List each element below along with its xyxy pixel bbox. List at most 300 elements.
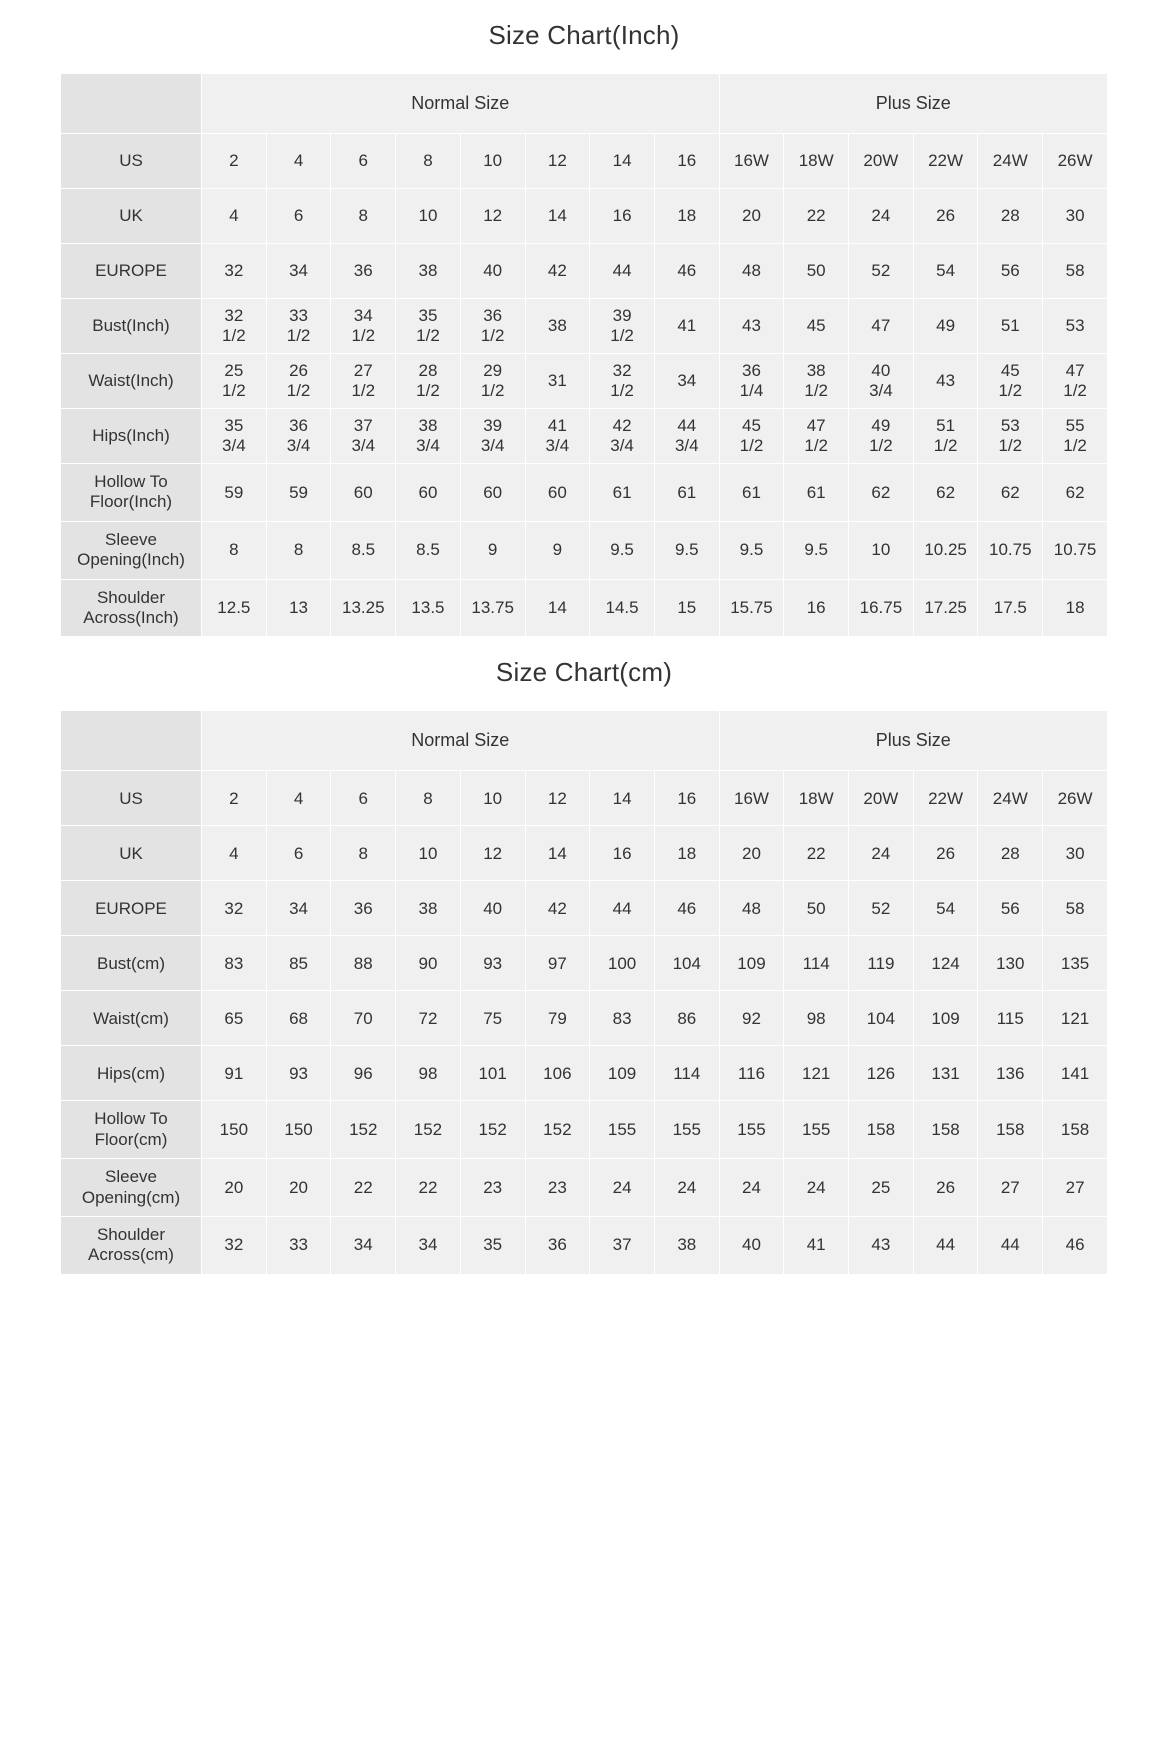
measurement-cell: 12 — [525, 771, 590, 826]
measurement-cell: 61 — [719, 464, 784, 522]
measurement-cell: 36 1/4 — [719, 354, 784, 409]
measurement-cell: 32 1/2 — [590, 354, 655, 409]
measurement-cell: 25 — [849, 1159, 914, 1217]
measurement-cell: 62 — [1043, 464, 1108, 522]
measurement-cell: 20 — [202, 1159, 267, 1217]
table-row — [61, 936, 1108, 991]
measurement-cell: 152 — [396, 1101, 461, 1159]
measurement-cell: 101 — [460, 1046, 525, 1101]
measurement-cell: 47 1/2 — [784, 409, 849, 464]
row-label-cell: Bust(cm) — [61, 936, 202, 991]
measurement-cell: 16 — [654, 771, 719, 826]
measurement-cell: 22W — [913, 771, 978, 826]
measurement-cell: 34 — [396, 1216, 461, 1274]
measurement-cell: 59 — [266, 464, 331, 522]
measurement-cell: 158 — [849, 1101, 914, 1159]
measurement-cell: 47 — [849, 299, 914, 354]
table-row — [61, 1216, 1108, 1274]
measurement-cell: 62 — [978, 464, 1043, 522]
measurement-cell: 158 — [978, 1101, 1043, 1159]
measurement-cell: 12 — [525, 134, 590, 189]
measurement-cell: 12 — [460, 826, 525, 881]
table-row — [61, 189, 1108, 244]
measurement-cell: 109 — [590, 1046, 655, 1101]
measurement-cell: 51 — [978, 299, 1043, 354]
measurement-cell: 45 1/2 — [719, 409, 784, 464]
measurement-cell: 92 — [719, 991, 784, 1046]
measurement-cell: 26 — [913, 189, 978, 244]
chart-title: Size Chart(cm) — [495, 657, 673, 688]
measurement-cell: 10 — [396, 189, 461, 244]
measurement-cell: 104 — [849, 991, 914, 1046]
measurement-cell: 88 — [331, 936, 396, 991]
measurement-cell: 26 — [913, 826, 978, 881]
measurement-cell: 4 — [202, 826, 267, 881]
measurement-cell: 34 — [654, 354, 719, 409]
measurement-cell: 40 — [460, 244, 525, 299]
measurement-cell: 28 — [978, 189, 1043, 244]
measurement-cell: 32 — [202, 881, 267, 936]
measurement-cell: 38 1/2 — [784, 354, 849, 409]
measurement-cell: 36 — [331, 881, 396, 936]
measurement-cell: 61 — [654, 464, 719, 522]
size-chart-table — [60, 73, 1108, 637]
measurement-cell: 42 — [525, 244, 590, 299]
measurement-cell: 24W — [978, 134, 1043, 189]
measurement-cell: 43 — [719, 299, 784, 354]
measurement-cell: 70 — [331, 991, 396, 1046]
table-row — [61, 826, 1108, 881]
row-label-cell: US — [61, 134, 202, 189]
measurement-cell: 35 3/4 — [202, 409, 267, 464]
row-label-cell: Sleeve Opening(cm) — [61, 1159, 202, 1217]
row-label-cell: Hips(cm) — [61, 1046, 202, 1101]
measurement-cell: 18 — [654, 189, 719, 244]
measurement-cell: 20 — [719, 826, 784, 881]
measurement-cell: 75 — [460, 991, 525, 1046]
measurement-cell: 61 — [784, 464, 849, 522]
row-label-cell: Shoulder Across(cm) — [61, 1216, 202, 1274]
measurement-cell: 44 — [978, 1216, 1043, 1274]
row-label-cell: Bust(Inch) — [61, 299, 202, 354]
measurement-cell: 24 — [849, 189, 914, 244]
measurement-cell: 10.75 — [1043, 521, 1108, 579]
measurement-cell: 152 — [331, 1101, 396, 1159]
measurement-cell: 10 — [460, 134, 525, 189]
measurement-cell: 37 3/4 — [331, 409, 396, 464]
measurement-cell: 53 1/2 — [978, 409, 1043, 464]
measurement-cell: 50 — [784, 244, 849, 299]
measurement-cell: 121 — [1043, 991, 1108, 1046]
measurement-cell: 20W — [849, 134, 914, 189]
measurement-cell: 47 1/2 — [1043, 354, 1108, 409]
measurement-cell: 18W — [784, 771, 849, 826]
measurement-cell: 8 — [331, 826, 396, 881]
measurement-cell: 116 — [719, 1046, 784, 1101]
measurement-cell: 10.25 — [913, 521, 978, 579]
measurement-cell: 36 3/4 — [266, 409, 331, 464]
measurement-cell: 17.5 — [978, 579, 1043, 637]
measurement-cell: 43 — [913, 354, 978, 409]
measurement-cell: 79 — [525, 991, 590, 1046]
measurement-cell: 15 — [654, 579, 719, 637]
measurement-cell: 104 — [654, 936, 719, 991]
table-row — [61, 1101, 1108, 1159]
table-row — [61, 354, 1108, 409]
measurement-cell: 9.5 — [590, 521, 655, 579]
measurement-cell: 15.75 — [719, 579, 784, 637]
table-row — [61, 579, 1108, 637]
measurement-cell: 30 — [1043, 826, 1108, 881]
measurement-cell: 106 — [525, 1046, 590, 1101]
measurement-cell: 85 — [266, 936, 331, 991]
measurement-cell: 24 — [849, 826, 914, 881]
measurement-cell: 13 — [266, 579, 331, 637]
measurement-cell: 16.75 — [849, 579, 914, 637]
measurement-cell: 155 — [719, 1101, 784, 1159]
measurement-cell: 10.75 — [978, 521, 1043, 579]
measurement-cell: 14 — [590, 134, 655, 189]
measurement-cell: 68 — [266, 991, 331, 1046]
row-label-cell: Waist(Inch) — [61, 354, 202, 409]
measurement-cell: 59 — [202, 464, 267, 522]
measurement-cell: 60 — [396, 464, 461, 522]
measurement-cell: 33 1/2 — [266, 299, 331, 354]
measurement-cell: 4 — [202, 189, 267, 244]
measurement-cell: 72 — [396, 991, 461, 1046]
measurement-cell: 62 — [849, 464, 914, 522]
row-label-cell: Hollow To Floor(Inch) — [61, 464, 202, 522]
measurement-cell: 62 — [913, 464, 978, 522]
measurement-cell: 114 — [654, 1046, 719, 1101]
measurement-cell: 24 — [654, 1159, 719, 1217]
row-label-cell: Sleeve Opening(Inch) — [61, 521, 202, 579]
measurement-cell: 54 — [913, 881, 978, 936]
measurement-cell: 9.5 — [654, 521, 719, 579]
measurement-cell: 130 — [978, 936, 1043, 991]
table-row — [61, 521, 1108, 579]
measurement-cell: 16 — [654, 134, 719, 189]
measurement-cell: 38 — [654, 1216, 719, 1274]
measurement-cell: 38 — [396, 244, 461, 299]
measurement-cell: 26W — [1043, 134, 1108, 189]
measurement-cell: 31 — [525, 354, 590, 409]
measurement-cell: 135 — [1043, 936, 1108, 991]
measurement-cell: 6 — [266, 189, 331, 244]
size-charts-container — [60, 0, 1108, 1275]
measurement-cell: 32 — [202, 244, 267, 299]
measurement-cell: 155 — [654, 1101, 719, 1159]
measurement-cell: 58 — [1043, 244, 1108, 299]
measurement-cell: 10 — [849, 521, 914, 579]
measurement-cell: 39 1/2 — [590, 299, 655, 354]
measurement-cell: 98 — [396, 1046, 461, 1101]
measurement-cell: 24W — [978, 771, 1043, 826]
measurement-cell: 56 — [978, 244, 1043, 299]
measurement-cell: 13.75 — [460, 579, 525, 637]
table-row — [61, 1046, 1108, 1101]
measurement-cell: 8 — [266, 521, 331, 579]
measurement-cell: 14 — [525, 826, 590, 881]
measurement-cell: 37 — [590, 1216, 655, 1274]
row-label-cell: Shoulder Across(Inch) — [61, 579, 202, 637]
measurement-cell: 58 — [1043, 881, 1108, 936]
measurement-cell: 13.5 — [396, 579, 461, 637]
measurement-cell: 27 — [978, 1159, 1043, 1217]
measurement-cell: 29 1/2 — [460, 354, 525, 409]
measurement-cell: 26W — [1043, 771, 1108, 826]
measurement-cell: 28 — [978, 826, 1043, 881]
measurement-cell: 93 — [266, 1046, 331, 1101]
measurement-cell: 27 1/2 — [331, 354, 396, 409]
measurement-cell: 46 — [1043, 1216, 1108, 1274]
measurement-cell: 45 — [784, 299, 849, 354]
measurement-cell: 152 — [460, 1101, 525, 1159]
measurement-cell: 25 1/2 — [202, 354, 267, 409]
row-label-cell: Hips(Inch) — [61, 409, 202, 464]
measurement-cell: 16 — [784, 579, 849, 637]
measurement-cell: 38 — [396, 881, 461, 936]
measurement-cell: 46 — [654, 881, 719, 936]
measurement-cell: 24 — [590, 1159, 655, 1217]
measurement-cell: 119 — [849, 936, 914, 991]
measurement-cell: 26 — [913, 1159, 978, 1217]
measurement-cell: 14.5 — [590, 579, 655, 637]
measurement-cell: 28 1/2 — [396, 354, 461, 409]
measurement-cell: 13.25 — [331, 579, 396, 637]
table-row — [61, 464, 1108, 522]
measurement-cell: 40 — [719, 1216, 784, 1274]
measurement-cell: 33 — [266, 1216, 331, 1274]
measurement-cell: 93 — [460, 936, 525, 991]
row-label-cell: Hollow To Floor(cm) — [61, 1101, 202, 1159]
measurement-cell: 158 — [1043, 1101, 1108, 1159]
table-row — [61, 771, 1108, 826]
measurement-cell: 55 1/2 — [1043, 409, 1108, 464]
chart-title: Size Chart(Inch) — [488, 20, 680, 50]
measurement-cell: 32 — [202, 1216, 267, 1274]
row-label-cell: Waist(cm) — [61, 991, 202, 1046]
group-header-row — [61, 74, 1108, 134]
measurement-cell: 36 — [525, 1216, 590, 1274]
measurement-cell: 36 — [331, 244, 396, 299]
measurement-cell: 41 3/4 — [525, 409, 590, 464]
measurement-cell: 121 — [784, 1046, 849, 1101]
measurement-cell: 155 — [784, 1101, 849, 1159]
measurement-cell: 42 3/4 — [590, 409, 655, 464]
table-row — [61, 409, 1108, 464]
measurement-cell: 91 — [202, 1046, 267, 1101]
measurement-cell: 54 — [913, 244, 978, 299]
measurement-cell: 38 — [525, 299, 590, 354]
measurement-cell: 16 — [590, 189, 655, 244]
measurement-cell: 40 — [460, 881, 525, 936]
measurement-cell: 49 1/2 — [849, 409, 914, 464]
measurement-cell: 8 — [202, 521, 267, 579]
measurement-cell: 12.5 — [202, 579, 267, 637]
table-row — [61, 1159, 1108, 1217]
row-label-cell: EUROPE — [61, 244, 202, 299]
row-label-cell: UK — [61, 826, 202, 881]
measurement-cell: 158 — [913, 1101, 978, 1159]
group-header-cell: Normal Size — [202, 74, 720, 134]
measurement-cell: 14 — [525, 189, 590, 244]
measurement-cell: 18W — [784, 134, 849, 189]
measurement-cell: 48 — [719, 881, 784, 936]
measurement-cell: 83 — [590, 991, 655, 1046]
measurement-cell: 50 — [784, 881, 849, 936]
table-row — [61, 299, 1108, 354]
measurement-cell: 24 — [784, 1159, 849, 1217]
measurement-cell: 8 — [331, 189, 396, 244]
measurement-cell: 12 — [460, 189, 525, 244]
measurement-cell: 36 1/2 — [460, 299, 525, 354]
measurement-cell: 90 — [396, 936, 461, 991]
measurement-cell: 6 — [266, 826, 331, 881]
measurement-cell: 35 — [460, 1216, 525, 1274]
measurement-cell: 16W — [719, 771, 784, 826]
measurement-cell: 8.5 — [331, 521, 396, 579]
measurement-cell: 65 — [202, 991, 267, 1046]
measurement-cell: 109 — [719, 936, 784, 991]
measurement-cell: 34 — [331, 1216, 396, 1274]
table-corner-cell — [61, 74, 202, 134]
measurement-cell: 41 — [654, 299, 719, 354]
measurement-cell: 42 — [525, 881, 590, 936]
measurement-cell: 34 1/2 — [331, 299, 396, 354]
group-header-cell: Normal Size — [202, 711, 720, 771]
measurement-cell: 6 — [331, 771, 396, 826]
table-row — [61, 244, 1108, 299]
group-header-cell: Plus Size — [719, 74, 1107, 134]
measurement-cell: 10 — [460, 771, 525, 826]
measurement-cell: 23 — [525, 1159, 590, 1217]
size-chart-table — [60, 710, 1108, 1274]
table-row — [61, 991, 1108, 1046]
measurement-cell: 44 — [590, 881, 655, 936]
measurement-cell: 43 — [849, 1216, 914, 1274]
measurement-cell: 38 3/4 — [396, 409, 461, 464]
measurement-cell: 40 3/4 — [849, 354, 914, 409]
measurement-cell: 2 — [202, 771, 267, 826]
measurement-cell: 61 — [590, 464, 655, 522]
measurement-cell: 98 — [784, 991, 849, 1046]
measurement-cell: 56 — [978, 881, 1043, 936]
measurement-cell: 114 — [784, 936, 849, 991]
measurement-cell: 45 1/2 — [978, 354, 1043, 409]
measurement-cell: 49 — [913, 299, 978, 354]
measurement-cell: 4 — [266, 134, 331, 189]
table-row — [61, 881, 1108, 936]
measurement-cell: 52 — [849, 244, 914, 299]
measurement-cell: 2 — [202, 134, 267, 189]
group-header-cell: Plus Size — [719, 711, 1107, 771]
measurement-cell: 41 — [784, 1216, 849, 1274]
table-corner-cell — [61, 711, 202, 771]
measurement-cell: 20 — [266, 1159, 331, 1217]
measurement-cell: 20W — [849, 771, 914, 826]
measurement-cell: 152 — [525, 1101, 590, 1159]
measurement-cell: 32 1/2 — [202, 299, 267, 354]
measurement-cell: 23 — [460, 1159, 525, 1217]
measurement-cell: 22 — [784, 189, 849, 244]
measurement-cell: 22 — [396, 1159, 461, 1217]
row-label-cell: EUROPE — [61, 881, 202, 936]
measurement-cell: 9.5 — [784, 521, 849, 579]
measurement-cell: 86 — [654, 991, 719, 1046]
measurement-cell: 35 1/2 — [396, 299, 461, 354]
measurement-cell: 124 — [913, 936, 978, 991]
measurement-cell: 44 — [590, 244, 655, 299]
measurement-cell: 18 — [1043, 579, 1108, 637]
measurement-cell: 131 — [913, 1046, 978, 1101]
measurement-cell: 83 — [202, 936, 267, 991]
measurement-cell: 141 — [1043, 1046, 1108, 1101]
measurement-cell: 48 — [719, 244, 784, 299]
measurement-cell: 136 — [978, 1046, 1043, 1101]
measurement-cell: 22W — [913, 134, 978, 189]
row-label-cell: US — [61, 771, 202, 826]
measurement-cell: 18 — [654, 826, 719, 881]
measurement-cell: 6 — [331, 134, 396, 189]
measurement-cell: 96 — [331, 1046, 396, 1101]
measurement-cell: 150 — [202, 1101, 267, 1159]
row-label-cell: UK — [61, 189, 202, 244]
measurement-cell: 34 — [266, 244, 331, 299]
measurement-cell: 97 — [525, 936, 590, 991]
measurement-cell: 8.5 — [396, 521, 461, 579]
measurement-cell: 24 — [719, 1159, 784, 1217]
measurement-cell: 100 — [590, 936, 655, 991]
measurement-cell: 60 — [331, 464, 396, 522]
measurement-cell: 39 3/4 — [460, 409, 525, 464]
measurement-cell: 51 1/2 — [913, 409, 978, 464]
measurement-cell: 9 — [460, 521, 525, 579]
measurement-cell: 14 — [525, 579, 590, 637]
measurement-cell: 9 — [525, 521, 590, 579]
measurement-cell: 109 — [913, 991, 978, 1046]
measurement-cell: 9.5 — [719, 521, 784, 579]
measurement-cell: 44 — [913, 1216, 978, 1274]
measurement-cell: 22 — [784, 826, 849, 881]
group-header-row — [61, 711, 1108, 771]
measurement-cell: 4 — [266, 771, 331, 826]
measurement-cell: 155 — [590, 1101, 655, 1159]
measurement-cell: 115 — [978, 991, 1043, 1046]
measurement-cell: 30 — [1043, 189, 1108, 244]
measurement-cell: 22 — [331, 1159, 396, 1217]
measurement-cell: 26 1/2 — [266, 354, 331, 409]
measurement-cell: 60 — [460, 464, 525, 522]
measurement-cell: 14 — [590, 771, 655, 826]
measurement-cell: 16 — [590, 826, 655, 881]
table-row — [61, 134, 1108, 189]
measurement-cell: 44 3/4 — [654, 409, 719, 464]
measurement-cell: 17.25 — [913, 579, 978, 637]
measurement-cell: 8 — [396, 771, 461, 826]
measurement-cell: 34 — [266, 881, 331, 936]
measurement-cell: 16W — [719, 134, 784, 189]
measurement-cell: 60 — [525, 464, 590, 522]
measurement-cell: 8 — [396, 134, 461, 189]
measurement-cell: 53 — [1043, 299, 1108, 354]
measurement-cell: 46 — [654, 244, 719, 299]
measurement-cell: 10 — [396, 826, 461, 881]
measurement-cell: 52 — [849, 881, 914, 936]
measurement-cell: 150 — [266, 1101, 331, 1159]
measurement-cell: 27 — [1043, 1159, 1108, 1217]
measurement-cell: 20 — [719, 189, 784, 244]
